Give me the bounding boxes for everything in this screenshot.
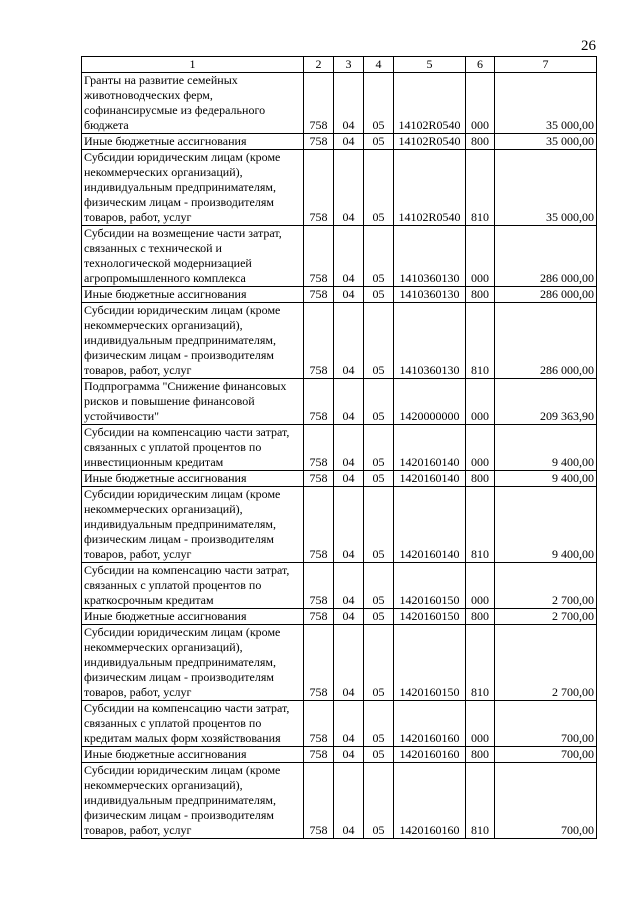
- row-grbs-cell: 758: [304, 563, 334, 609]
- column-header: 6: [466, 57, 495, 73]
- row-target-code-cell: 1410360130: [394, 226, 466, 287]
- row-section-cell: 04: [334, 563, 364, 609]
- column-header: 4: [364, 57, 394, 73]
- row-section-cell: 04: [334, 287, 364, 303]
- row-section-cell: 04: [334, 747, 364, 763]
- row-target-code-cell: 1420160150: [394, 609, 466, 625]
- row-subsection-cell: 05: [364, 609, 394, 625]
- row-subsection-cell: 05: [364, 226, 394, 287]
- row-target-code-cell: 1420160160: [394, 747, 466, 763]
- row-section-cell: 04: [334, 609, 364, 625]
- table-row: [82, 471, 597, 487]
- row-expense-type-cell: 810: [466, 763, 495, 839]
- column-header: 7: [495, 57, 597, 73]
- table-row: [82, 287, 597, 303]
- row-grbs-cell: 758: [304, 487, 334, 563]
- row-subsection-cell: 05: [364, 471, 394, 487]
- row-amount-cell: 35 000,00: [495, 150, 597, 226]
- table-row: [82, 303, 597, 379]
- row-section-cell: 04: [334, 73, 364, 134]
- row-amount-cell: 2 700,00: [495, 625, 597, 701]
- column-header: 2: [304, 57, 334, 73]
- row-name-cell: Субсидии на возмещение части затрат, связанных с технической и технологической модернизацией агропромышленного комплекса: [82, 226, 304, 287]
- header-row: [82, 57, 597, 73]
- row-name-cell: Субсидии юридическим лицам (кроме некоммерческих организаций), индивидуальным предпринимателям, физическим лицам - производителям товаров, работ, услуг: [82, 763, 304, 839]
- row-grbs-cell: 758: [304, 747, 334, 763]
- row-expense-type-cell: 810: [466, 487, 495, 563]
- row-name-cell: Иные бюджетные ассигнования: [82, 609, 304, 625]
- row-target-code-cell: 1420160140: [394, 471, 466, 487]
- row-amount-cell: 2 700,00: [495, 563, 597, 609]
- budget-table: [81, 56, 597, 839]
- row-grbs-cell: 758: [304, 701, 334, 747]
- row-grbs-cell: 758: [304, 134, 334, 150]
- row-amount-cell: 286 000,00: [495, 226, 597, 287]
- row-subsection-cell: 05: [364, 73, 394, 134]
- row-subsection-cell: 05: [364, 763, 394, 839]
- row-grbs-cell: 758: [304, 150, 334, 226]
- row-expense-type-cell: 000: [466, 563, 495, 609]
- row-name-cell: Субсидии на компенсацию части затрат, связанных с уплатой процентов по кредитам малых форм хозяйствования: [82, 701, 304, 747]
- row-subsection-cell: 05: [364, 150, 394, 226]
- row-target-code-cell: 14102R0540: [394, 73, 466, 134]
- row-name-cell: Иные бюджетные ассигнования: [82, 747, 304, 763]
- row-expense-type-cell: 000: [466, 73, 495, 134]
- row-subsection-cell: 05: [364, 303, 394, 379]
- table-row: [82, 226, 597, 287]
- row-amount-cell: 700,00: [495, 763, 597, 839]
- row-expense-type-cell: 000: [466, 379, 495, 425]
- row-name-cell: Субсидии юридическим лицам (кроме некоммерческих организаций), индивидуальным предпринимателям, физическим лицам - производителям товаров, работ, услуг: [82, 150, 304, 226]
- row-grbs-cell: 758: [304, 73, 334, 134]
- row-grbs-cell: 758: [304, 303, 334, 379]
- row-amount-cell: 286 000,00: [495, 303, 597, 379]
- row-name-cell: Субсидии юридическим лицам (кроме некоммерческих организаций), индивидуальным предпринимателям, физическим лицам - производителям товаров, работ, услуг: [82, 625, 304, 701]
- row-subsection-cell: 05: [364, 625, 394, 701]
- row-expense-type-cell: 810: [466, 303, 495, 379]
- row-amount-cell: 209 363,90: [495, 379, 597, 425]
- row-subsection-cell: 05: [364, 563, 394, 609]
- table-row: [82, 625, 597, 701]
- column-header: 1: [82, 57, 304, 73]
- row-expense-type-cell: 000: [466, 425, 495, 471]
- row-section-cell: 04: [334, 763, 364, 839]
- table-row: [82, 747, 597, 763]
- row-section-cell: 04: [334, 134, 364, 150]
- row-subsection-cell: 05: [364, 425, 394, 471]
- row-expense-type-cell: 000: [466, 701, 495, 747]
- table-row: [82, 134, 597, 150]
- row-subsection-cell: 05: [364, 487, 394, 563]
- row-name-cell: Иные бюджетные ассигнования: [82, 134, 304, 150]
- table-row: [82, 763, 597, 839]
- row-section-cell: 04: [334, 701, 364, 747]
- row-expense-type-cell: 800: [466, 609, 495, 625]
- row-subsection-cell: 05: [364, 701, 394, 747]
- row-amount-cell: 286 000,00: [495, 287, 597, 303]
- row-grbs-cell: 758: [304, 425, 334, 471]
- row-subsection-cell: 05: [364, 747, 394, 763]
- row-section-cell: 04: [334, 487, 364, 563]
- row-expense-type-cell: 800: [466, 134, 495, 150]
- row-amount-cell: 9 400,00: [495, 471, 597, 487]
- row-amount-cell: 700,00: [495, 701, 597, 747]
- table-row: [82, 150, 597, 226]
- row-name-cell: Гранты на развитие семейных животноводческих ферм, софинансирусмые из федерального бюджета: [82, 73, 304, 134]
- table-row: [82, 487, 597, 563]
- row-expense-type-cell: 810: [466, 625, 495, 701]
- table-body: [82, 73, 597, 839]
- row-grbs-cell: 758: [304, 763, 334, 839]
- table-row: [82, 701, 597, 747]
- row-target-code-cell: 1420160160: [394, 701, 466, 747]
- row-target-code-cell: 1420160150: [394, 563, 466, 609]
- row-name-cell: Субсидии юридическим лицам (кроме некоммерческих организаций), индивидуальным предпринимателям, физическим лицам - производителям товаров, работ, услуг: [82, 487, 304, 563]
- row-amount-cell: 700,00: [495, 747, 597, 763]
- row-target-code-cell: 1410360130: [394, 303, 466, 379]
- row-amount-cell: 9 400,00: [495, 487, 597, 563]
- row-subsection-cell: 05: [364, 379, 394, 425]
- table-row: [82, 425, 597, 471]
- row-expense-type-cell: 810: [466, 150, 495, 226]
- row-grbs-cell: 758: [304, 379, 334, 425]
- row-section-cell: 04: [334, 303, 364, 379]
- row-grbs-cell: 758: [304, 471, 334, 487]
- table-row: [82, 563, 597, 609]
- row-section-cell: 04: [334, 150, 364, 226]
- column-header: 3: [334, 57, 364, 73]
- row-target-code-cell: 1420160140: [394, 425, 466, 471]
- page-number: 26: [581, 38, 596, 54]
- row-name-cell: Иные бюджетные ассигнования: [82, 287, 304, 303]
- row-target-code-cell: 1420000000: [394, 379, 466, 425]
- row-target-code-cell: 14102R0540: [394, 134, 466, 150]
- table-row: [82, 609, 597, 625]
- row-expense-type-cell: 800: [466, 287, 495, 303]
- row-name-cell: Иные бюджетные ассигнования: [82, 471, 304, 487]
- row-grbs-cell: 758: [304, 625, 334, 701]
- row-subsection-cell: 05: [364, 134, 394, 150]
- row-name-cell: Подпрограмма "Снижение финансовых рисков и повышение финансовой устойчивости": [82, 379, 304, 425]
- row-expense-type-cell: 800: [466, 471, 495, 487]
- row-section-cell: 04: [334, 425, 364, 471]
- row-target-code-cell: 14102R0540: [394, 150, 466, 226]
- column-header: 5: [394, 57, 466, 73]
- row-amount-cell: 9 400,00: [495, 425, 597, 471]
- row-section-cell: 04: [334, 226, 364, 287]
- row-target-code-cell: 1410360130: [394, 287, 466, 303]
- row-expense-type-cell: 800: [466, 747, 495, 763]
- row-section-cell: 04: [334, 379, 364, 425]
- row-section-cell: 04: [334, 471, 364, 487]
- row-target-code-cell: 1420160150: [394, 625, 466, 701]
- row-name-cell: Субсидии на компенсацию части затрат, связанных с уплатой процентов по инвестиционным кредитам: [82, 425, 304, 471]
- row-name-cell: Субсидии юридическим лицам (кроме некоммерческих организаций), индивидуальным предпринимателям, физическим лицам - производителям товаров, работ, услуг: [82, 303, 304, 379]
- row-target-code-cell: 1420160160: [394, 763, 466, 839]
- table-row: [82, 379, 597, 425]
- row-grbs-cell: 758: [304, 287, 334, 303]
- row-amount-cell: 2 700,00: [495, 609, 597, 625]
- table-row: [82, 73, 597, 134]
- row-grbs-cell: 758: [304, 609, 334, 625]
- row-name-cell: Субсидии на компенсацию части затрат, связанных с уплатой процентов по краткосрочным кредитам: [82, 563, 304, 609]
- row-expense-type-cell: 000: [466, 226, 495, 287]
- row-amount-cell: 35 000,00: [495, 73, 597, 134]
- row-target-code-cell: 1420160140: [394, 487, 466, 563]
- row-grbs-cell: 758: [304, 226, 334, 287]
- row-subsection-cell: 05: [364, 287, 394, 303]
- row-section-cell: 04: [334, 625, 364, 701]
- row-amount-cell: 35 000,00: [495, 134, 597, 150]
